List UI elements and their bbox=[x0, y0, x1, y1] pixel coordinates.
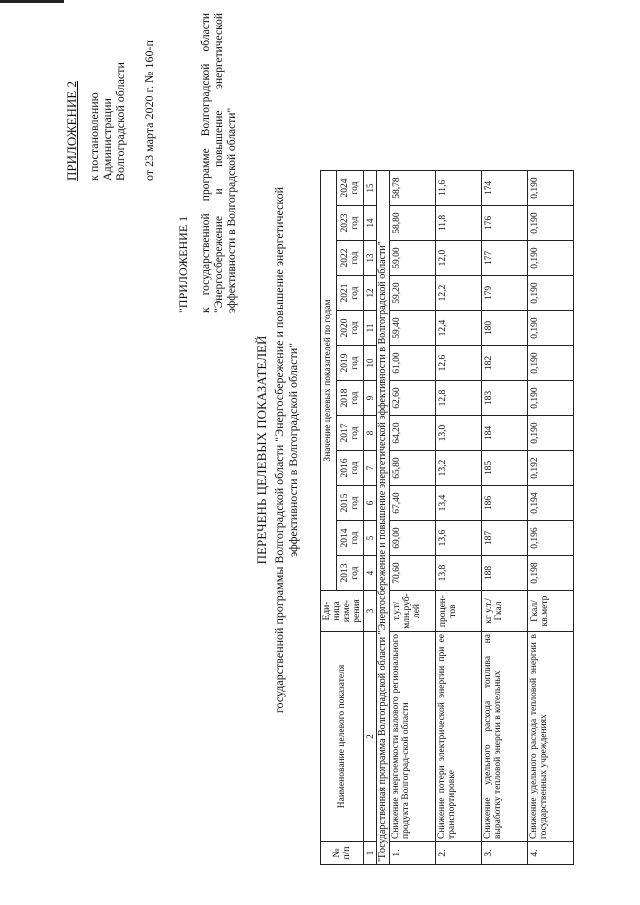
value-cell: 185 bbox=[482, 451, 528, 486]
indicator-name: Снижение удельного расхода тепловой энергии в государственных учреждениях bbox=[528, 632, 574, 842]
value-cell: 0,190 bbox=[528, 276, 574, 311]
value-cell: 0,196 bbox=[528, 521, 574, 556]
header-num: № п/п bbox=[321, 842, 364, 865]
value-cell: 13,2 bbox=[436, 451, 482, 486]
header-name: Наименование целевого показателя bbox=[321, 632, 364, 842]
header-unit: Еди-ница изме-рения bbox=[321, 591, 364, 632]
header-year: 2018 год bbox=[336, 381, 363, 416]
value-cell: 177 bbox=[482, 241, 528, 276]
column-number: 15 bbox=[364, 171, 377, 206]
column-number: 11 bbox=[364, 311, 377, 346]
header-values-group: Значение целевых показателей по годам bbox=[321, 171, 337, 591]
value-cell: 64,20 bbox=[390, 416, 436, 451]
header-year: 2021 год bbox=[336, 276, 363, 311]
column-number: 7 bbox=[364, 451, 377, 486]
indicator-name: Снижение энергоемкости валового регионального продукта Волгоград-ской области bbox=[390, 632, 436, 842]
value-cell: 58,78 bbox=[390, 171, 436, 206]
value-cell: 59,00 bbox=[390, 241, 436, 276]
resolution-date: от 23 марта 2020 г. № 160-п bbox=[142, 40, 156, 181]
column-number-row bbox=[364, 171, 377, 865]
value-cell: 0,190 bbox=[528, 416, 574, 451]
indicator-unit: т.у.т/ млн.руб-лей bbox=[390, 591, 436, 632]
header-year: 2019 год bbox=[336, 346, 363, 381]
value-cell: 62,60 bbox=[390, 381, 436, 416]
header-year: 2014 год bbox=[336, 521, 363, 556]
value-cell: 69,00 bbox=[390, 521, 436, 556]
value-cell: 65,80 bbox=[390, 451, 436, 486]
value-cell: 12,8 bbox=[436, 381, 482, 416]
value-cell: 0,190 bbox=[528, 241, 574, 276]
value-cell: 174 bbox=[482, 171, 528, 206]
table-row bbox=[390, 171, 436, 865]
value-cell: 0,190 bbox=[528, 381, 574, 416]
value-cell: 186 bbox=[482, 486, 528, 521]
list-title: ПЕРЕЧЕНЬ ЦЕЛЕВЫХ ПОКАЗАТЕЛЕЙ bbox=[254, 335, 269, 565]
value-cell: 176 bbox=[482, 206, 528, 241]
header-year: 2023 год bbox=[336, 206, 363, 241]
value-cell: 59,40 bbox=[390, 311, 436, 346]
value-cell: 67,40 bbox=[390, 486, 436, 521]
value-cell: 59,20 bbox=[390, 276, 436, 311]
column-number: 12 bbox=[364, 276, 377, 311]
row-number: 1. bbox=[390, 842, 436, 865]
value-cell: 183 bbox=[482, 381, 528, 416]
value-cell: 184 bbox=[482, 416, 528, 451]
value-cell: 12,4 bbox=[436, 311, 482, 346]
value-cell: 13,8 bbox=[436, 556, 482, 591]
column-number: 8 bbox=[364, 416, 377, 451]
header-year: 2016 год bbox=[336, 451, 363, 486]
row-number: 2. bbox=[436, 842, 482, 865]
value-cell: 179 bbox=[482, 276, 528, 311]
value-cell: 180 bbox=[482, 311, 528, 346]
header-year: 2017 год bbox=[336, 416, 363, 451]
indicator-name: Снижение удельного расхода топлива на выработку тепловой энергии в котельных bbox=[482, 632, 528, 842]
indicators-table bbox=[320, 170, 574, 865]
column-number: 6 bbox=[364, 486, 377, 521]
resolution-reference bbox=[88, 1, 127, 181]
row-number: 4. bbox=[528, 842, 574, 865]
header-year: 2015 год bbox=[336, 486, 363, 521]
appendix-1-title: "ПРИЛОЖЕНИЕ 1 bbox=[176, 215, 190, 313]
value-cell: 0,190 bbox=[528, 311, 574, 346]
indicator-unit: Гкал/ кв.метр bbox=[528, 591, 574, 632]
list-subtitle: государственной программы Волгоградской области "Энергосбережение и повышение энергетической эффективности в Волгоградской области" bbox=[272, 186, 300, 714]
resolution-line: к постановлению bbox=[87, 92, 101, 181]
value-cell: 12,2 bbox=[436, 276, 482, 311]
value-cell: 182 bbox=[482, 346, 528, 381]
value-cell: 0,198 bbox=[528, 556, 574, 591]
header-year: 2024 год bbox=[336, 171, 363, 206]
column-number: 1 bbox=[364, 842, 377, 865]
column-number: 14 bbox=[364, 206, 377, 241]
indicator-unit: кг у.т./ Гкал bbox=[482, 591, 528, 632]
value-cell: 61,00 bbox=[390, 346, 436, 381]
value-cell: 0,190 bbox=[528, 346, 574, 381]
column-number: 2 bbox=[364, 632, 377, 842]
value-cell: 187 bbox=[482, 521, 528, 556]
resolution-line: Волгоградской области bbox=[113, 62, 127, 181]
value-cell: 0,194 bbox=[528, 486, 574, 521]
value-cell: 12,6 bbox=[436, 346, 482, 381]
column-number: 10 bbox=[364, 346, 377, 381]
column-number: 5 bbox=[364, 521, 377, 556]
table-row bbox=[528, 171, 574, 865]
value-cell: 12,0 bbox=[436, 241, 482, 276]
indicator-name: Снижение потери электрической энергии при ее транспортировке bbox=[436, 632, 482, 842]
indicator-unit: процен-тов bbox=[436, 591, 482, 632]
value-cell: 11,8 bbox=[436, 206, 482, 241]
column-number: 4 bbox=[364, 556, 377, 591]
header-year: 2022 год bbox=[336, 241, 363, 276]
value-cell: 13,0 bbox=[436, 416, 482, 451]
header-year: 2020 год bbox=[336, 311, 363, 346]
header-year: 2013 год bbox=[336, 556, 363, 591]
column-number: 3 bbox=[364, 591, 377, 632]
column-number: 9 bbox=[364, 381, 377, 416]
resolution-line: Администрации bbox=[100, 98, 114, 181]
value-cell: 0,192 bbox=[528, 451, 574, 486]
appendix-2-title: ПРИЛОЖЕНИЕ 2 bbox=[64, 81, 79, 181]
value-cell: 188 bbox=[482, 556, 528, 591]
program-row bbox=[377, 171, 390, 865]
value-cell: 0,190 bbox=[528, 206, 574, 241]
value-cell: 58,80 bbox=[390, 206, 436, 241]
program-title: "Государственная программа Волгоградской области "Энергосбережение и повышение энергетической эффективности в Волгоградской области" bbox=[377, 171, 390, 865]
value-cell: 13,6 bbox=[436, 521, 482, 556]
table-row bbox=[482, 171, 528, 865]
appendix-1-body: к государственной программе Волгоградской области "Энергосбережение и повышение энергетической эффективности в Волгоградской области" bbox=[200, 13, 238, 313]
value-cell: 0,190 bbox=[528, 171, 574, 206]
value-cell: 70,60 bbox=[390, 556, 436, 591]
value-cell: 13,4 bbox=[436, 486, 482, 521]
row-number: 3. bbox=[482, 842, 528, 865]
value-cell: 11,6 bbox=[436, 171, 482, 206]
table-row bbox=[436, 171, 482, 865]
column-number: 13 bbox=[364, 241, 377, 276]
